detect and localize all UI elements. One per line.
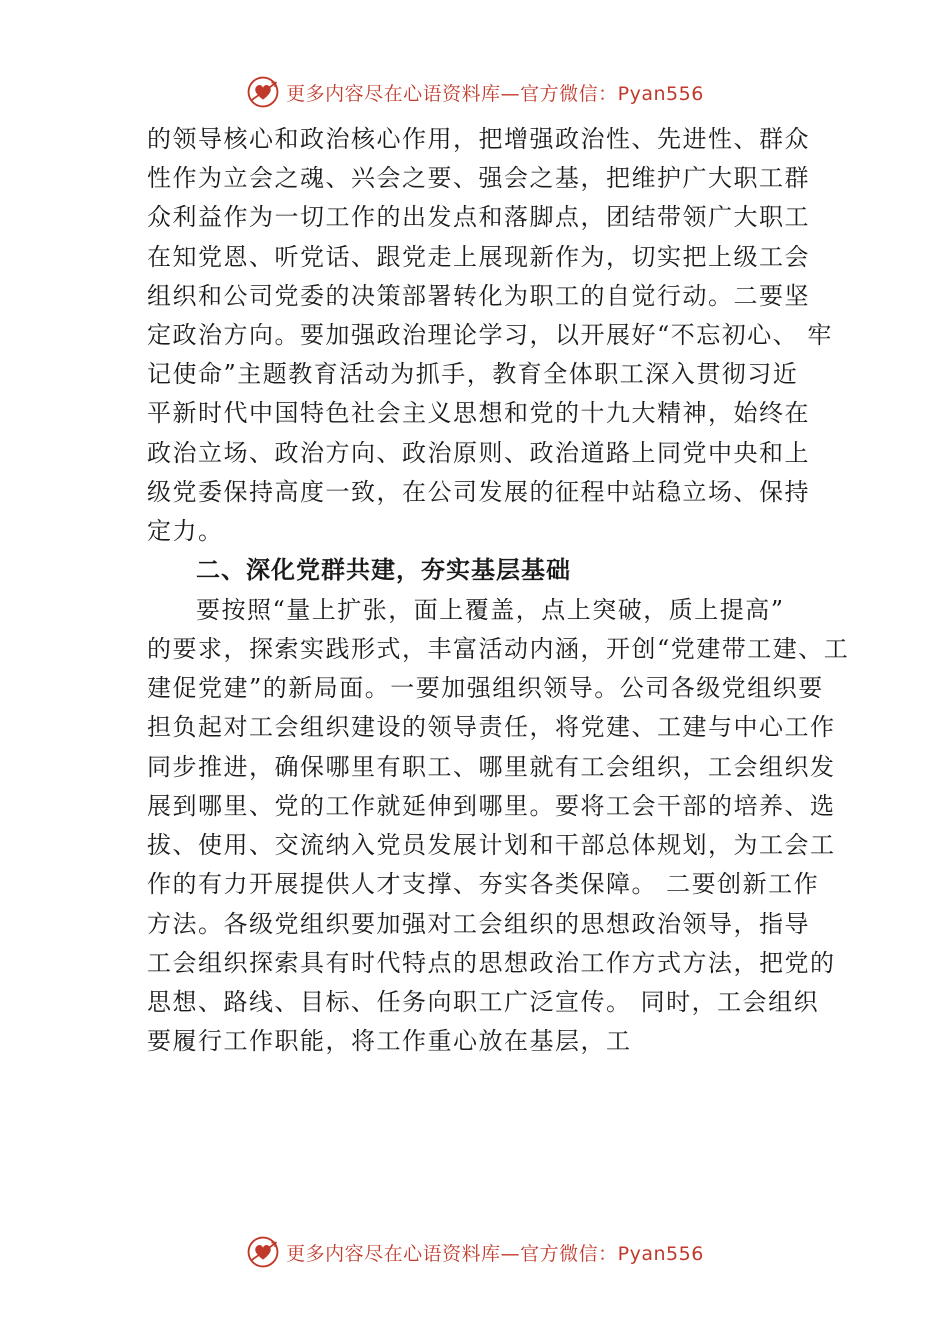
section-heading: 二、深化党群共建，夯实基层基础 [196, 556, 571, 584]
body-line: 的要求，探索实践形式，丰富活动内涵，开创“党建带工建、工 [147, 635, 850, 663]
heart-logo-icon [246, 75, 280, 109]
body-line: 平新时代中国特色社会主义思想和党的十九大精神，始终在 [147, 399, 810, 427]
body-line: 方法。各级党组织要加强对工会组织的思想政治领导，指导 [147, 910, 810, 938]
body-line: 记使命”主题教育活动为抓手，教育全体职工深入贯彻习近 [147, 360, 799, 388]
body-line: 担负起对工会组织建设的领导责任，将党建、工建与中心工作 [147, 713, 836, 741]
body-line: 级党委保持高度一致，在公司发展的征程中站稳立场、保持 [147, 478, 810, 506]
body-line: 性作为立会之魂、兴会之要、强会之基，把维护广大职工群 [147, 164, 810, 192]
footer-banner [0, 1232, 950, 1272]
body-line: 思想、路线、目标、任务向职工广泛宣传。 同时，工会组织 [147, 988, 820, 1016]
body-line: 同步推进，确保哪里有职工、哪里就有工会组织，工会组织发 [147, 753, 836, 781]
body-line: 组织和公司党委的决策部署转化为职工的自觉行动。二要坚 [147, 282, 810, 310]
body-line: 工会组织探索具有时代特点的思想政治工作方式方法，把党的 [147, 949, 836, 977]
body-line: 作的有力开展提供人才支撑、夯实各类保障。 二要创新工作 [147, 870, 820, 898]
body-line: 拔、使用、交流纳入党员发展计划和干部总体规划，为工会工 [147, 831, 836, 859]
body-line: 定力。 [147, 517, 224, 545]
header-banner-text: 更多内容尽在心语资料库—官方微信：Pyan556 [286, 82, 704, 105]
body-line: 要按照“量上扩张，面上覆盖，点上突破，质上提高” [196, 596, 785, 624]
heart-logo-icon [246, 1235, 280, 1269]
header-banner [0, 72, 950, 112]
body-line: 建促党建”的新局面。一要加强组织领导。公司各级党组织要 [147, 674, 824, 702]
body-line: 众利益作为一切工作的出发点和落脚点，团结带领广大职工 [147, 203, 810, 231]
footer-banner-text: 更多内容尽在心语资料库—官方微信：Pyan556 [286, 1242, 704, 1265]
body-line: 在知党恩、听党话、跟党走上展现新作为，切实把上级工会 [147, 243, 810, 271]
body-line: 的领导核心和政治核心作用，把增强政治性、先进性、群众 [147, 125, 810, 153]
body-line: 要履行工作职能，将工作重心放在基层，工 [147, 1027, 632, 1055]
body-line: 展到哪里、党的工作就延伸到哪里。要将工会干部的培养、选 [147, 792, 836, 820]
body-line: 定政治方向。要加强政治理论学习，以开展好“不忘初心、 牢 [147, 321, 833, 349]
body-line: 政治立场、政治方向、政治原则、政治道路上同党中央和上 [147, 439, 810, 467]
